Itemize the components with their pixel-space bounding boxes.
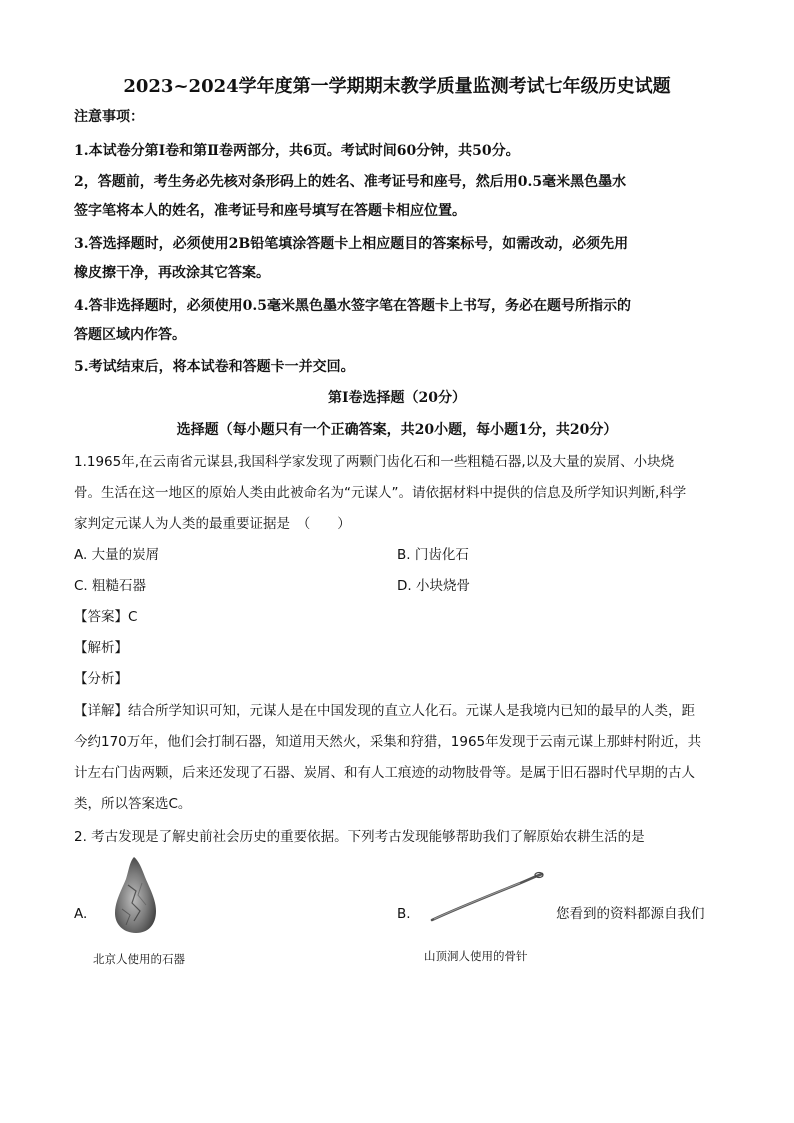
notice-item: 橡皮擦干净，再改涂其它答案。 [74, 265, 270, 281]
notice-item: 2，答题前，考生务必先核对条形码上的姓名、准考证号和座号，然后用0.5毫米黑色墨水 [74, 174, 627, 190]
q1-detail-line: 计左右门齿两颗，后来还发现了石器、炭屑、和有人工痕迹的动物肢骨等。是属于旧石器时代早期的古人 [74, 765, 695, 781]
q1-answer: 【答案】C [74, 609, 138, 625]
section-subtitle: 选择题（每小题只有一个正确答案，共20小题，每小题1分，共20分） [176, 422, 618, 438]
q1-detail-line: 类，所以答案选C。 [74, 796, 192, 812]
bone-needle-image [428, 868, 548, 924]
exam-title: 2023~2024学年度第一学期期末教学质量监测考试七年级历史试题 [123, 76, 671, 97]
q1-option-a: A. 大量的炭屑 [74, 547, 160, 563]
q1-stem-line: 家判定元谋人为人类的最重要证据是 （ ） [74, 516, 351, 532]
q2-option-b-caption: 山顶洞人使用的骨针 [424, 949, 528, 963]
notice-item: 4.答非选择题时，必须使用0.5毫米黑色墨水签字笔在答题卡上书写，务必在题号所指示的 [74, 298, 631, 314]
q1-option-b: B. 门齿化石 [397, 547, 469, 563]
q2-stem: 2. 考古发现是了解史前社会历史的重要依据。下列考古发现能够帮助我们了解原始农耕生活的是 [74, 829, 645, 845]
q1-stem-line: 骨。生活在这一地区的原始人类由此被命名为“元谋人”。请依据材料中提供的信息及所学知识判断,科学 [74, 485, 687, 501]
q1-detail-line: 今约170万年，他们会打制石器，知道用天然火，采集和狩猎，1965年发现于云南元谋上那蚌村附近，共 [74, 734, 702, 750]
q1-stem-line: 1.1965年,在云南省元谋县,我国科学家发现了两颗门齿化石和一些粗糙石器,以及大量的炭屑、小块烧 [74, 454, 675, 470]
notice-heading: 注意事项： [74, 109, 144, 125]
notice-item: 答题区域内作答。 [74, 327, 186, 343]
notice-item: 3.答选择题时，必须使用2B铅笔填涂答题卡上相应题目的答案标号，如需改动，必须先用 [74, 236, 629, 252]
notice-item: 1.本试卷分第Ⅰ卷和第Ⅱ卷两部分，共6页。考试时间60分钟，共50分。 [74, 143, 520, 159]
q2-option-a-label: A. [74, 906, 88, 922]
q1-option-c: C. 粗糙石器 [74, 578, 147, 594]
q2-option-b-label: B. [397, 906, 411, 922]
q1-detail-line: 【详解】结合所学知识可知，元谋人是在中国发现的直立人化石。元谋人是我境内已知的最早的人类，距 [74, 703, 695, 719]
q1-analysis-head: 【解析】 [74, 640, 128, 656]
q1-fenxi: 【分析】 [74, 671, 128, 687]
stone-tool-image [112, 855, 158, 935]
section-title: 第Ⅰ卷选择题（20分） [327, 390, 467, 406]
watermark-text: 您看到的资料都源自我们 [556, 906, 705, 922]
q1-option-d: D. 小块烧骨 [397, 578, 470, 594]
q2-option-a-caption: 北京人使用的石器 [93, 952, 185, 966]
notice-item: 5.考试结束后，将本试卷和答题卡一并交回。 [74, 359, 355, 375]
notice-item: 签字笔将本人的姓名，准考证号和座号填写在答题卡相应位置。 [74, 203, 466, 219]
